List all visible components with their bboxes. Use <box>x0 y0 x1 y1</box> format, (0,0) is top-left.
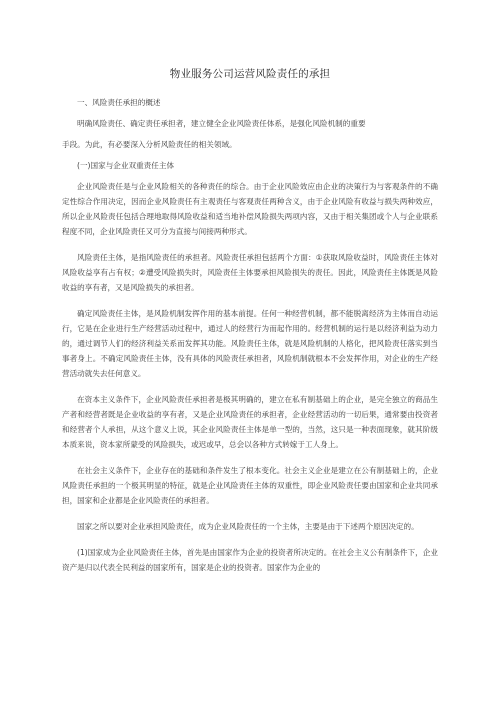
document-title: 物业服务公司运营风险责任的承担 <box>169 68 331 80</box>
paragraph-3: 风险责任主体，是指风险责任的承担者。风险责任承担包括两个方面：①获取风险收益时，风险责任主体对风险收益享有占有权；②遭受风险损失时，风险责任主体要承担风险损失的责任。因此，风险责任主体既是风险收益的享有者，又是风险损失的承担者。 <box>62 253 438 292</box>
paragraph-5: 在资本主义条件下，企业风险责任承担者是极其明确的，建立在私有制基础上的企业，是完全独立的商品生产者和经营者既是企业收益的享有者，又是企业风险责任的承担者，企业经营活动的一切后果，通常要由投资者和经营者个人承担，从这个意义上说，其企业风险责任主体是单一型的，当然，这只是一种表面现象，就其阶级本质来说，资本家所蒙受的风险损失，或迟或早，总会以各种方式转嫁于工人身上。 <box>62 395 438 449</box>
paragraph-8: (1)国家成为企业风险责任主体，首先是由国家作为企业的投资者所决定的。在社会主义公有制条件下，企业资产是归以代表全民利益的国家所有，国家是企业的投资者。国家作为企业的 <box>62 548 438 572</box>
paragraph-6: 在社会主义条件下，企业存在的基础和条件发生了根本变化。社会主义企业是建立在公有制基础上的，企业风险责任承担的一个极其明显的特征，就是企业风险责任主体的双重性，即企业风险责任要由国家和企业共同承担，国家和企业都是企业风险责任的承担者。 <box>62 466 438 505</box>
paragraph-2: 企业风险责任是与企业风险相关的各种责任的综合。由于企业风险效应由企业的决策行为与客观条件的不确定性综合作用决定，因而企业风险责任有主观责任与客观责任两种含义，由于企业风险有收益与损失两种效应，所以企业风险责任包括合理地取得风险收益和适当地补偿风险损失两项内容，又由于相关集团或个人与企业联系程度不同，企业风险责任又可分为直接与间接两种形式。 <box>62 182 438 236</box>
paragraph-7: 国家之所以要对企业承担风险责任，成为企业风险责任的一个主体，主要是由于下述两个原因决定的。 <box>77 522 419 531</box>
subsection-heading: (一)国家与企业双重责任主体 <box>77 161 175 170</box>
paragraph-1b: 手段。为此，有必要深入分析风险责任的相关领域。 <box>62 140 237 149</box>
paragraph-4: 确定风险责任主体，是风险机制发挥作用的基本前提。任何一种经营机制，都不能脱离经济为主体而自动运行，它是在企业进行生产经营活动过程中，通过人的经营行为而起作用的。经营机制的运行是以经济利益为动力的，通过调节人们的经济利益关系而发挥其功能。风险责任主体，就是风险机制的人格化，把风险责任落实到当事者身上。不确定风险责任主体，没有具体的风险责任承担者，风险机制就根本不会发挥作用，对企业的生产经营活动就失去任何意义。 <box>62 309 438 378</box>
paragraph-1a: 明确风险责任、确定责任承担者，建立健全企业风险责任体系，是强化风险机制的重要 <box>77 119 366 128</box>
section-heading: 一、风险责任承担的概述 <box>77 98 161 107</box>
